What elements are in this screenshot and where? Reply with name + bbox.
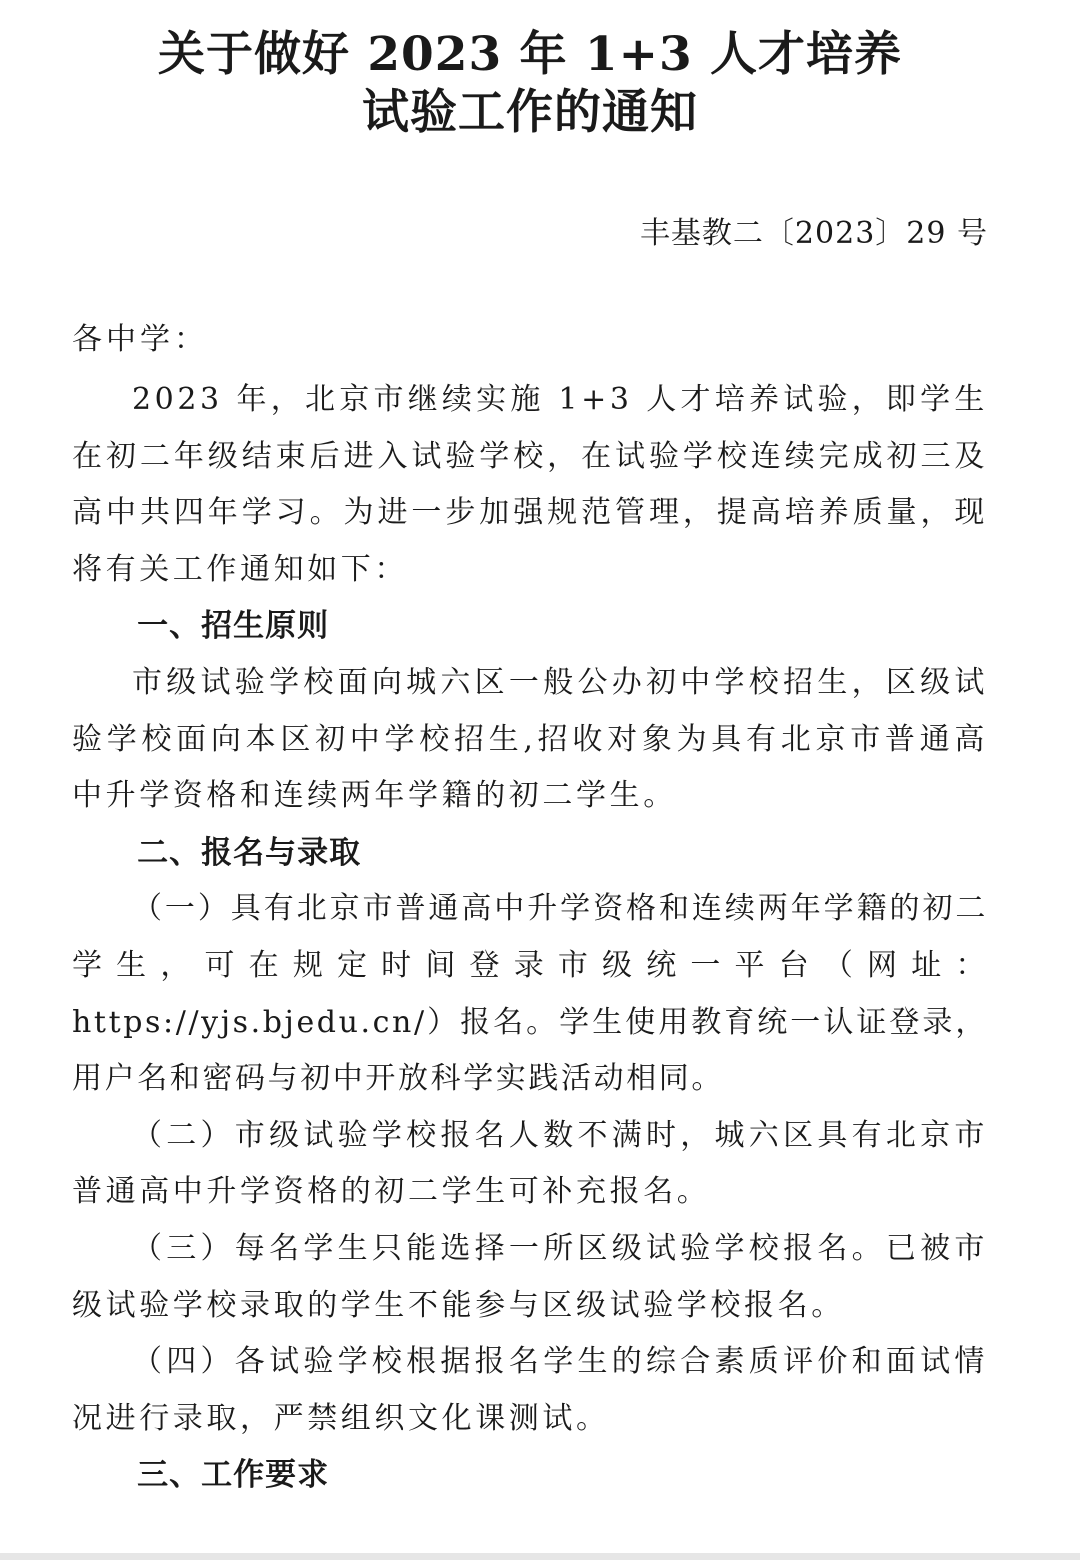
- section-2-item-4: （四）各试验学校根据报名学生的综合素质评价和面试情况进行录取，严禁组织文化课测试。: [72, 1344, 988, 1436]
- document-number: 丰基教二〔2023〕29 号: [639, 216, 988, 251]
- intro-paragraph: 2023 年，北京市继续实施 1+3 人才培养试验，即学生在初二年级结束后进入试验学校，在试验学校连续完成初三及高中共四年学习。为进一步加强规范管理，提高培养质量，现将有关工作通知如下：: [72, 382, 988, 587]
- page-bottom-edge: [0, 1553, 1080, 1560]
- section-1-heading: 一、招生原则: [137, 608, 330, 645]
- title-line-1: 关于做好 2023 年 1+3 人才培养: [157, 27, 903, 82]
- section-1-body: 市级试验学校面向城六区一般公办初中学校招生，区级试验学校面向本区初中学校招生,招收对象为具有北京市普通高中升学资格和连续两年学籍的初二学生。: [72, 664, 988, 814]
- document-title: [72, 0, 988, 142]
- section-2-item-3: （三）每名学生只能选择一所区级试验学校报名。已被市级试验学校录取的学生不能参与区级试验学校报名。: [72, 1230, 988, 1323]
- section-2-heading: 二、报名与录取: [137, 834, 362, 871]
- title-line-2: 试验工作的通知: [362, 85, 698, 140]
- section-2-item-1: （一）具有北京市普通高中升学资格和连续两年学籍的初二学生，可在规定时间登录市级统一平台（网址：https://yjs.bjedu.cn/）报名。学生使用教育统一认证登录，用户名和密码与初中开放科学实践活动相同。: [72, 891, 988, 1097]
- salutation: 各中学：: [72, 322, 208, 357]
- section-2-item-2: （二）市级试验学校报名人数不满时，城六区具有北京市普通高中升学资格的初二学生可补充报名。: [72, 1117, 988, 1210]
- section-3-heading: 三、工作要求: [137, 1457, 330, 1494]
